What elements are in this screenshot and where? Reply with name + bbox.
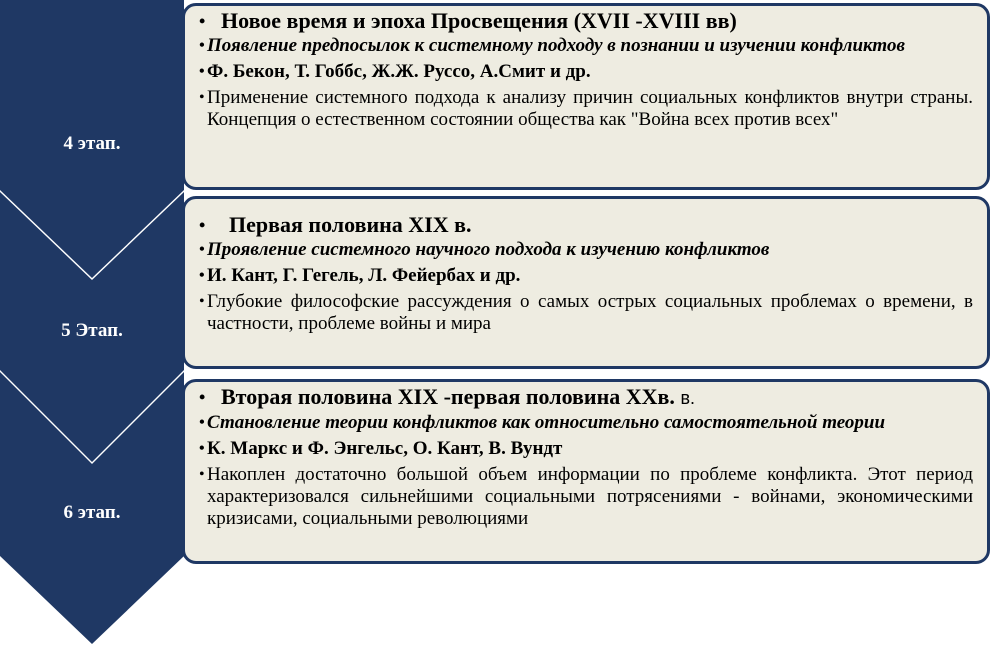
bullet-icon: • bbox=[199, 89, 205, 106]
bullet-icon: • bbox=[199, 466, 205, 483]
bullet-icon: • bbox=[199, 11, 206, 31]
stage-4-period: Новое время и эпоха Просвещения (XVII -XVIII вв) bbox=[221, 8, 737, 33]
stage-5-description: Глубокие философские рассуждения о самых острых социальных проблемах о времени, в частности, проблеме войны и мира bbox=[207, 291, 973, 334]
stage-6-label: 6 этап. bbox=[63, 502, 121, 523]
stage-4-description: Применение системного подхода к анализу причин социальных конфликтов внутри страны. Концепция о естественном состоянии общества как "Война всех против всех" bbox=[207, 87, 973, 130]
bullet-icon: • bbox=[199, 414, 205, 431]
stage-4-emphasis-line bbox=[199, 35, 973, 57]
stage-6-description-line bbox=[199, 464, 973, 530]
stage-5-panel bbox=[182, 196, 990, 369]
stage-5-emphasis-line bbox=[199, 239, 973, 261]
stage-4-description-line bbox=[199, 87, 973, 131]
stage-4-label: 4 этап. bbox=[63, 133, 121, 154]
stage-4-names: Ф. Бекон, Т. Гоббс, Ж.Ж. Руссо, А.Смит и др. bbox=[207, 61, 591, 82]
bullet-icon: • bbox=[199, 293, 205, 310]
stage-4-names-line bbox=[199, 61, 973, 83]
bullet-icon: • bbox=[199, 215, 206, 235]
bullet-icon: • bbox=[199, 37, 205, 54]
stage-6-panel bbox=[182, 379, 990, 564]
stage-6-period-line bbox=[199, 385, 973, 410]
stage-6-period-suffix: в. bbox=[680, 388, 696, 408]
stage-6-emphasis-line bbox=[199, 412, 973, 434]
stage-5-period: Первая половина XIX в. bbox=[229, 212, 472, 237]
stage-5-label: 5 Этап. bbox=[61, 320, 123, 341]
stage-5-names-line bbox=[199, 265, 973, 287]
bullet-icon: • bbox=[199, 241, 205, 258]
stage-5-description-line bbox=[199, 291, 973, 335]
stage-6-names-line bbox=[199, 438, 973, 460]
bullet-icon: • bbox=[199, 267, 205, 284]
stage-6-emphasis: Становление теории конфликтов как относительно самостоятельной теории bbox=[207, 412, 886, 433]
stage-6-names: К. Маркс и Ф. Энгельс, О. Кант, В. Вундт bbox=[207, 438, 563, 459]
stage-4-emphasis: Появление предпосылок к системному подходу в познании и изучении конфликтов bbox=[207, 35, 905, 56]
bullet-icon: • bbox=[199, 387, 206, 407]
stage-6-description: Накоплен достаточно большой объем информации по проблеме конфликта. Этот период характеризовался сильнейшими социальными потрясениями - войнами, экономическими кризисами, социальными революциями bbox=[207, 464, 973, 529]
stage-5-emphasis: Проявление системного научного подхода к изучению конфликтов bbox=[207, 239, 770, 260]
stage-4-period-line bbox=[199, 9, 973, 33]
stage-5-names: И. Кант, Г. Гегель, Л. Фейербах и др. bbox=[207, 265, 521, 286]
bullet-icon: • bbox=[199, 440, 205, 457]
stage-5-period-line bbox=[199, 213, 973, 237]
stage-4-panel bbox=[182, 3, 990, 190]
bullet-icon: • bbox=[199, 63, 205, 80]
stage-6-period: Вторая половина XIX -первая половина XXв. bbox=[221, 384, 675, 409]
